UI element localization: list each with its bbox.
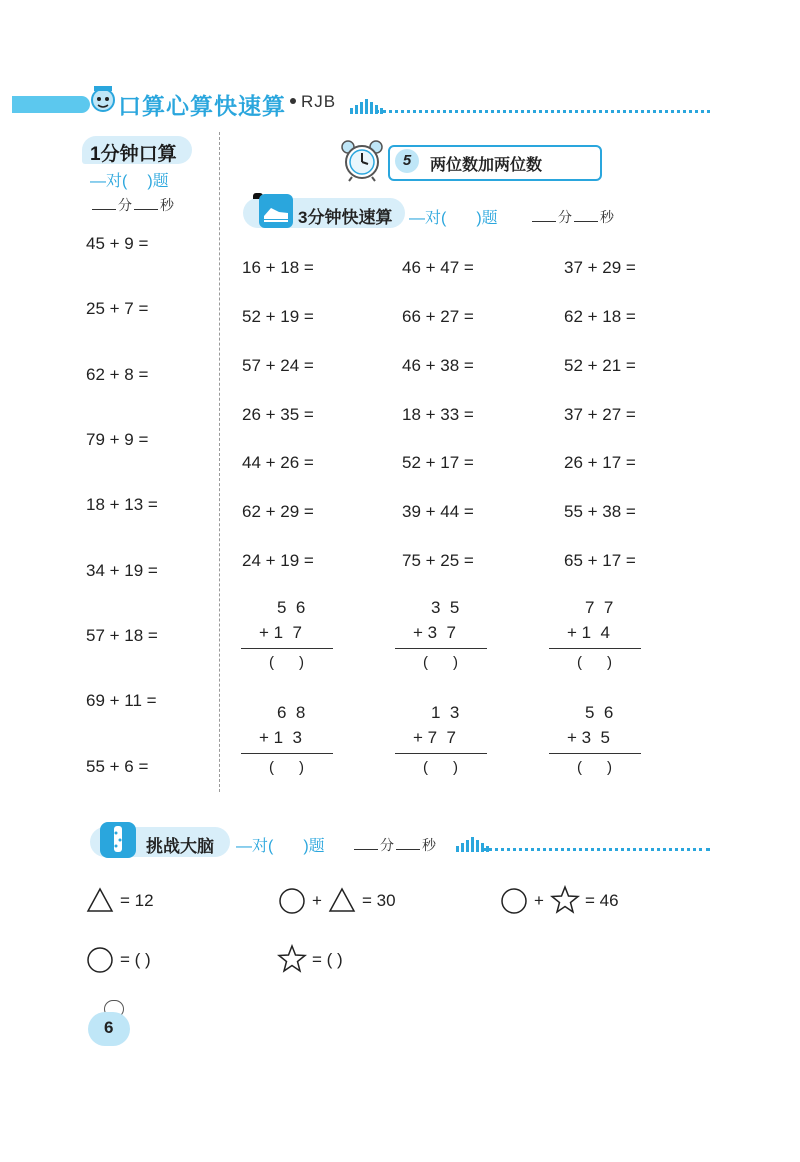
quick-question: 26 + 35 = [242,405,314,424]
plus-sign: + [534,891,544,910]
left-question: 45 + 9 = [86,234,149,253]
quick-question: 37 + 29 = [564,258,636,277]
vertical-sum-line [395,753,487,754]
quick-question: 62 + 29 = [242,502,314,521]
challenge-section-title: 挑战大脑 [146,837,214,856]
quick-question: 65 + 17 = [564,551,636,570]
left-question: 69 + 11 = [86,691,157,710]
vertical-top-number: 6 8 [277,703,306,722]
vertical-problem [241,598,333,674]
triangle-icon [328,887,356,913]
vertical-top-number: 1 3 [431,703,460,722]
quick-question: 16 + 18 = [242,258,314,277]
quick-question: 55 + 38 = [564,502,636,521]
vertical-answer-blank[interactable]: ( ) [269,654,304,671]
star-answer-blank[interactable]: = ( ) [312,950,343,969]
quick-question: 46 + 47 = [402,258,474,277]
vertical-sum-line [241,753,333,754]
quick-question: 24 + 19 = [242,551,314,570]
vertical-sum-line [549,753,641,754]
left-question: 62 + 8 = [86,365,149,384]
vertical-bottom-number: + 1 7 [259,623,303,642]
vertical-top-number: 3 5 [431,598,460,617]
vertical-problem [395,598,487,674]
quick-question: 18 + 33 = [402,405,474,424]
vertical-problem [241,703,333,779]
quick-correct-count: —对( )题 [409,210,498,227]
quick-question: 52 + 21 = [564,356,636,375]
header-accent-bar [12,96,90,113]
quick-question: 57 + 24 = [242,356,314,375]
vertical-answer-blank[interactable]: ( ) [269,759,304,776]
left-correct-count: —对( )题 [90,173,169,190]
circle-icon [86,946,114,974]
quick-question: 75 + 25 = [402,551,474,570]
left-question: 25 + 7 = [86,299,149,318]
star-icon [277,944,307,974]
quick-time-record: 分 秒 [530,207,614,227]
triangle-equation-value: = 12 [120,891,154,910]
left-time-record: 分 秒 [90,195,174,215]
quick-question: 26 + 17 = [564,453,636,472]
vertical-top-number: 7 7 [585,598,614,617]
section-title: 两位数加两位数 [430,157,543,174]
quick-question: 44 + 26 = [242,453,314,472]
section-number: 5 [395,149,419,173]
left-question: 18 + 13 = [86,495,158,514]
circle-star-sum: = 46 [585,891,619,910]
quick-question: 46 + 38 = [402,356,474,375]
circle-triangle-sum: = 30 [362,891,396,910]
vertical-answer-blank[interactable]: ( ) [423,759,458,776]
circle-icon [500,887,528,915]
star-icon [550,885,580,915]
vertical-problem [395,703,487,779]
quick-question: 66 + 27 = [402,307,474,326]
left-question: 57 + 18 = [86,626,158,645]
challenge-time-record: 分 秒 [352,835,436,855]
vertical-sum-line [549,648,641,649]
sneaker-icon [259,194,293,228]
vertical-problem [549,703,641,779]
column-divider [219,132,220,792]
circle-answer-blank[interactable]: = ( ) [120,950,151,969]
left-question: 55 + 6 = [86,757,149,776]
header-dotted-line [376,110,710,113]
vertical-bottom-number: + 1 3 [259,728,303,747]
giraffe-icon [100,822,136,858]
left-question: 79 + 9 = [86,430,149,449]
page-number: 6 [104,1018,114,1037]
challenge-correct-count: —对( )题 [236,838,325,855]
quick-question: 39 + 44 = [402,502,474,521]
vertical-bottom-number: + 3 5 [567,728,611,747]
vertical-top-number: 5 6 [585,703,614,722]
vertical-sum-line [241,648,333,649]
vertical-answer-blank[interactable]: ( ) [577,654,612,671]
quick-question: 52 + 19 = [242,307,314,326]
header-dot [290,98,296,104]
vertical-answer-blank[interactable]: ( ) [577,759,612,776]
quick-question: 37 + 27 = [564,405,636,424]
header-edition: RJB [301,92,337,111]
left-question: 34 + 19 = [86,561,158,580]
mascot-logo-icon [86,80,120,120]
header-title: 口算心算快速算 [118,93,286,119]
vertical-bottom-number: + 7 7 [413,728,457,747]
challenge-dotted-line [482,848,710,851]
quick-question: 52 + 17 = [402,453,474,472]
vertical-bottom-number: + 1 4 [567,623,611,642]
quick-section-title: 3分钟快速算 [298,208,393,227]
vertical-sum-line [395,648,487,649]
triangle-icon [86,887,114,913]
vertical-top-number: 5 6 [277,598,306,617]
left-panel-title: 1分钟口算 [90,144,177,165]
alarm-clock-icon [340,138,384,182]
vertical-bottom-number: + 3 7 [413,623,457,642]
circle-icon [278,887,306,915]
quick-question: 62 + 18 = [564,307,636,326]
plus-sign: + [312,891,322,910]
vertical-answer-blank[interactable]: ( ) [423,654,458,671]
vertical-problem [549,598,641,674]
